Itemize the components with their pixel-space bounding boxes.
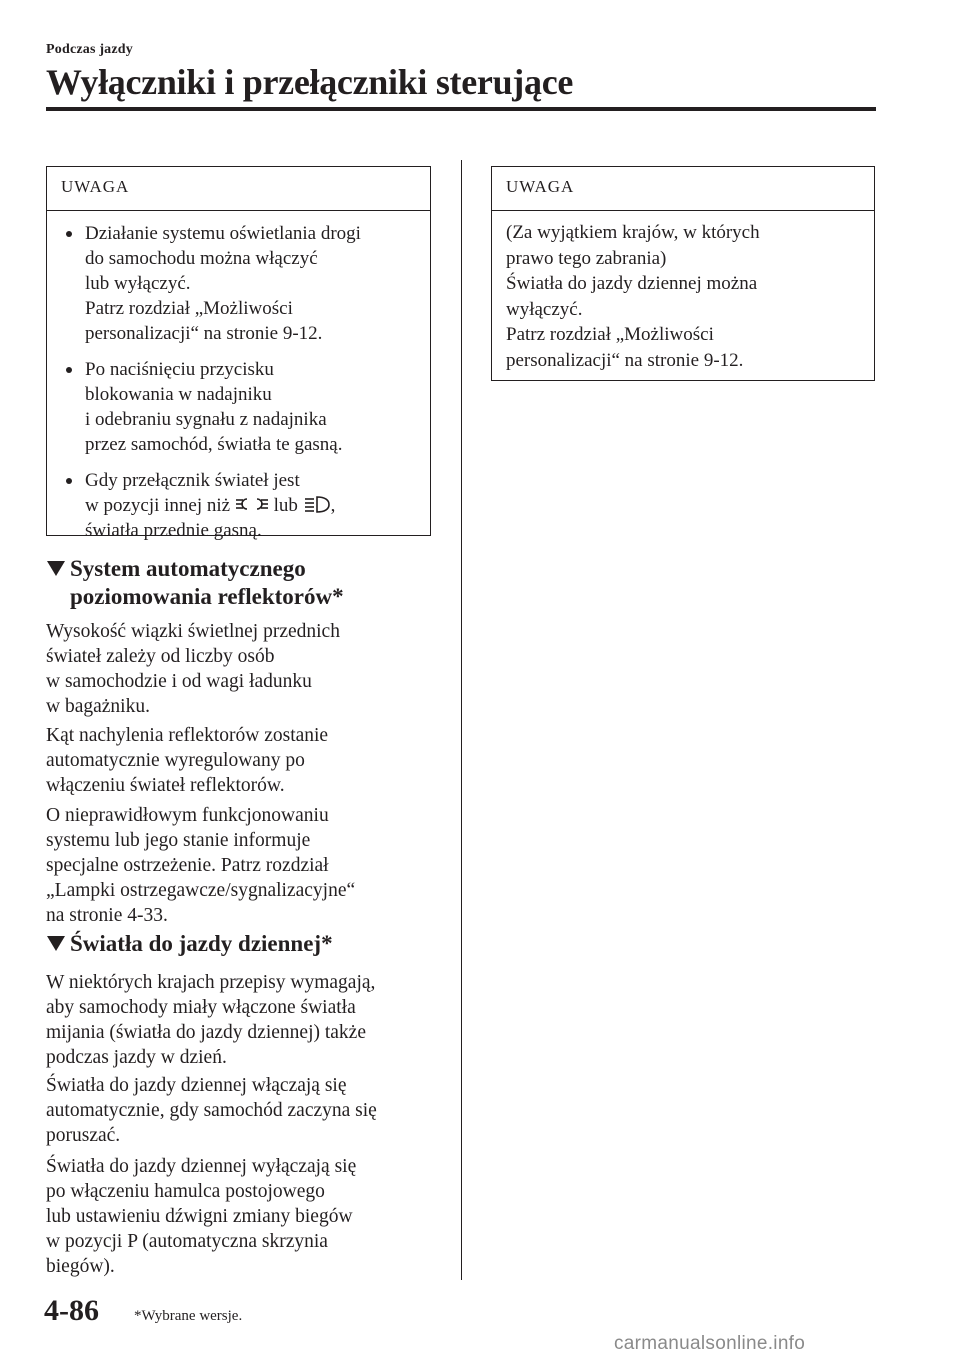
- note-bullet: Działanie systemu oświetlania drogi do samochodu można włączyć lub wyłączyć. Patrz rozdział „Możliwości personalizacji“ na stronie 9-12.: [61, 221, 416, 346]
- note-label: UWAGA: [492, 167, 874, 211]
- note-body: (Za wyjątkiem krajów, w których prawo tego zabrania) Światła do jazdy dziennej można wyłączyć. Patrz rozdział „Możliwości personalizacji“ na stronie 9-12.: [506, 222, 760, 371]
- note-body: [47, 211, 430, 543]
- note-bullet: Gdy przełącznik świateł jest w pozycji innej niż lub , światła przednie gasną.: [61, 468, 416, 543]
- page-title: Wyłączniki i przełączniki sterujące: [46, 62, 574, 102]
- section-heading-drl: Światła do jazdy dziennej*: [46, 930, 333, 958]
- note-label: UWAGA: [47, 167, 430, 211]
- paragraph: Światła do jazdy dziennej wyłączają się po włączeniu hamulca postojowego lub ustawieniu dźwigni zmiany biegów w pozycji P (automatyczna skrzynia biegów).: [46, 1156, 357, 1277]
- note-box-right: [491, 166, 875, 381]
- section-heading-leveling: System automatycznego poziomowania reflektorów*: [46, 555, 344, 611]
- paragraph: Światła do jazdy dziennej włączają się automatycznie, gdy samochód zaczyna się poruszać.: [46, 1075, 377, 1146]
- note-bullet: Po naciśnięciu przycisku blokowania w nadajniku i odebraniu sygnału z nadajnika przez samochód, światła te gasną.: [61, 357, 416, 457]
- paragraph: Kąt nachylenia reflektorów zostanie automatycznie wyregulowany po włączeniu świateł reflektorów.: [46, 725, 329, 796]
- paragraph: O nieprawidłowym funkcjonowaniu systemu lub jego stanie informuje specjalne ostrzeżenie. Patrz rozdział „Lampki ostrzegawcze/sygnalizacyjne“ na stronie 4-33.: [46, 805, 356, 926]
- paragraph: W niektórych krajach przepisy wymagają, aby samochody miały włączone światła mijania (światła do jazdy dziennej) także podczas jazdy w dzień.: [46, 972, 376, 1068]
- note-box-left: [46, 166, 431, 541]
- column-divider: [461, 160, 462, 1280]
- watermark: carmanualsonline.info: [614, 1333, 806, 1354]
- triangle-down-icon: [46, 559, 66, 577]
- parking-light-icon: [235, 495, 269, 513]
- page-number: 4-86: [44, 1294, 99, 1327]
- section-label: Podczas jazdy: [46, 42, 133, 57]
- headlight-icon: [303, 495, 331, 513]
- triangle-down-icon: [46, 934, 66, 952]
- title-rule: [46, 107, 876, 111]
- footnote: *Wybrane wersje.: [134, 1308, 243, 1324]
- paragraph: Wysokość wiązki świetlnej przednich świateł zależy od liczby osób w samochodzie i od wagi ładunku w bagażniku.: [46, 621, 340, 717]
